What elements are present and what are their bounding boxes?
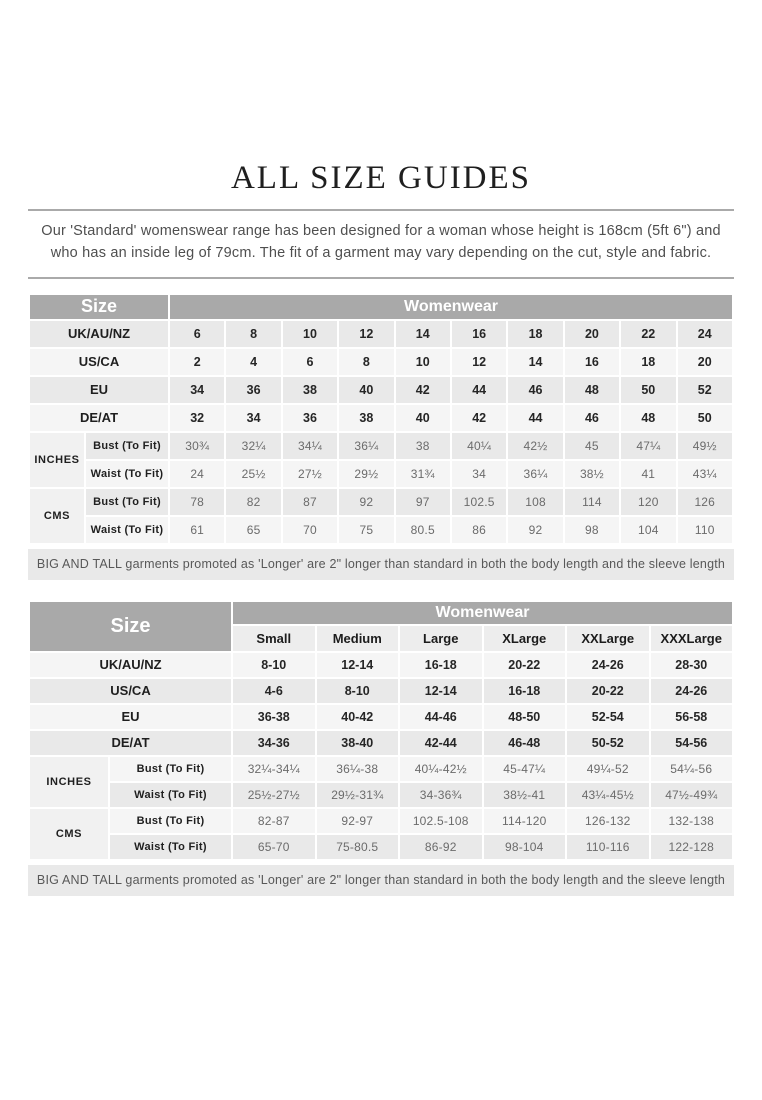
measure-cell: 114-120 — [483, 808, 567, 834]
size-cell: 16-18 — [483, 678, 567, 704]
size-cell: 42 — [451, 404, 507, 432]
size-cell: 48-50 — [483, 704, 567, 730]
size-cell: 16 — [564, 348, 620, 376]
row-label: US/CA — [29, 348, 169, 376]
size-cell: 2 — [169, 348, 225, 376]
table-row — [29, 730, 733, 756]
standard-size-table — [28, 293, 734, 545]
size-cell: 34-36 — [232, 730, 316, 756]
size-cell: 20 — [677, 348, 733, 376]
measure-cell: 122-128 — [650, 834, 734, 860]
measure-cell: 70 — [282, 516, 338, 544]
measure-cell: 110-116 — [566, 834, 650, 860]
measure-cell: 25½-27½ — [232, 782, 316, 808]
measure-cell: 29½ — [338, 460, 394, 488]
table-header-row — [29, 601, 733, 625]
measure-cell: 45-47¼ — [483, 756, 567, 782]
measure-cell: 34 — [451, 460, 507, 488]
table-row — [29, 652, 733, 678]
measure-cell: 110 — [677, 516, 733, 544]
size-cell: 38 — [282, 376, 338, 404]
measure-cell: 82 — [225, 488, 281, 516]
measure-cell: 86 — [451, 516, 507, 544]
row-label: UK/AU/NZ — [29, 652, 232, 678]
size-cell: 34 — [169, 376, 225, 404]
measure-cell: 27½ — [282, 460, 338, 488]
bust-label: Bust (To Fit) — [85, 488, 169, 516]
size-cell: 38 — [338, 404, 394, 432]
measure-cell: 82-87 — [232, 808, 316, 834]
big-and-tall-note: BIG AND TALL garments promoted as 'Longer' are 2" longer than standard in both the body length and the sleeve length — [28, 865, 734, 896]
table-header-row — [29, 294, 733, 320]
measure-cell: 102.5 — [451, 488, 507, 516]
size-cell: 50 — [620, 376, 676, 404]
col-header-small: Small — [232, 625, 316, 652]
table-row — [29, 808, 733, 834]
measure-cell: 36¼-38 — [316, 756, 400, 782]
size-cell: 28-30 — [650, 652, 734, 678]
size-cell: 8-10 — [232, 652, 316, 678]
size-cell: 54-56 — [650, 730, 734, 756]
size-cell: 44-46 — [399, 704, 483, 730]
table2-womenwear-header: Womenwear — [232, 601, 733, 625]
size-cell: 16 — [451, 320, 507, 348]
measure-cell: 120 — [620, 488, 676, 516]
bust-label: Bust (To Fit) — [109, 808, 232, 834]
col-header-medium: Medium — [316, 625, 400, 652]
size-cell: 48 — [620, 404, 676, 432]
measure-cell: 42½ — [507, 432, 563, 460]
measure-cell: 40¼ — [451, 432, 507, 460]
measure-cell: 38½-41 — [483, 782, 567, 808]
waist-label: Waist (To Fit) — [85, 460, 169, 488]
size-cell: 36 — [225, 376, 281, 404]
size-cell: 20-22 — [566, 678, 650, 704]
measure-cell: 102.5-108 — [399, 808, 483, 834]
measure-cell: 40¼-42½ — [399, 756, 483, 782]
table-row — [29, 404, 733, 432]
waist-label: Waist (To Fit) — [109, 834, 232, 860]
size-cell: 14 — [507, 348, 563, 376]
intro-text — [28, 211, 734, 275]
measure-cell: 43¼-45½ — [566, 782, 650, 808]
size-cell: 32 — [169, 404, 225, 432]
measure-cell: 126-132 — [566, 808, 650, 834]
measure-cell: 132-138 — [650, 808, 734, 834]
intro-line-1: Our 'Standard' womenswear range has been designed for a woman whose height is 168cm (5ft 6") and — [41, 223, 721, 239]
table-row — [29, 432, 733, 460]
row-label: DE/AT — [29, 404, 169, 432]
table-row — [29, 460, 733, 488]
measure-cell: 31¾ — [395, 460, 451, 488]
table2-size-header: Size — [29, 601, 232, 652]
col-header-xxxlarge: XXXLarge — [650, 625, 734, 652]
measure-cell: 30¾ — [169, 432, 225, 460]
size-cell: 40 — [395, 404, 451, 432]
measure-cell: 49¼-52 — [566, 756, 650, 782]
measure-cell: 98-104 — [483, 834, 567, 860]
size-cell: 12 — [451, 348, 507, 376]
size-cell: 14 — [395, 320, 451, 348]
size-cell: 4 — [225, 348, 281, 376]
measure-cell: 24 — [169, 460, 225, 488]
size-cell: 36-38 — [232, 704, 316, 730]
table-row — [29, 704, 733, 730]
waist-label: Waist (To Fit) — [109, 782, 232, 808]
measure-cell: 47½-49¾ — [650, 782, 734, 808]
measure-cell: 41 — [620, 460, 676, 488]
bust-label: Bust (To Fit) — [85, 432, 169, 460]
size-cell: 48 — [564, 376, 620, 404]
inches-group-label: INCHES — [29, 432, 85, 488]
row-label: UK/AU/NZ — [29, 320, 169, 348]
size-cell: 46 — [507, 376, 563, 404]
size-cell: 12-14 — [316, 652, 400, 678]
measure-cell: 86-92 — [399, 834, 483, 860]
size-cell: 8 — [225, 320, 281, 348]
col-header-large: Large — [399, 625, 483, 652]
divider-line — [28, 277, 734, 279]
size-cell: 52-54 — [566, 704, 650, 730]
measure-cell: 32¼ — [225, 432, 281, 460]
bust-label: Bust (To Fit) — [109, 756, 232, 782]
measure-cell: 38½ — [564, 460, 620, 488]
size-cell: 18 — [620, 348, 676, 376]
size-cell: 46 — [564, 404, 620, 432]
measure-cell: 54¼-56 — [650, 756, 734, 782]
table-row — [29, 782, 733, 808]
measure-cell: 61 — [169, 516, 225, 544]
measure-cell: 75 — [338, 516, 394, 544]
table-row — [29, 834, 733, 860]
intro-line-2: who has an inside leg of 79cm. The fit of a garment may vary depending on the cut, style and fabric. — [50, 245, 712, 262]
table-row — [29, 488, 733, 516]
size-cell: 34 — [225, 404, 281, 432]
size-cell: 38-40 — [316, 730, 400, 756]
size-cell: 42 — [395, 376, 451, 404]
table-row — [29, 376, 733, 404]
size-cell: 56-58 — [650, 704, 734, 730]
size-cell: 12-14 — [399, 678, 483, 704]
measure-cell: 92-97 — [316, 808, 400, 834]
row-label: US/CA — [29, 678, 232, 704]
big-and-tall-note: BIG AND TALL garments promoted as 'Longer' are 2" longer than standard in both the body length and the sleeve length — [28, 549, 734, 580]
size-cell: 4-6 — [232, 678, 316, 704]
measure-cell: 38 — [395, 432, 451, 460]
cms-group-label: CMS — [29, 488, 85, 544]
measure-cell: 32¼-34¼ — [232, 756, 316, 782]
size-cell: 12 — [338, 320, 394, 348]
measure-cell: 47¼ — [620, 432, 676, 460]
measure-cell: 87 — [282, 488, 338, 516]
alpha-size-table — [28, 600, 734, 861]
size-cell: 6 — [169, 320, 225, 348]
measure-cell: 65 — [225, 516, 281, 544]
measure-cell: 97 — [395, 488, 451, 516]
table-row — [29, 320, 733, 348]
size-cell: 10 — [395, 348, 451, 376]
measure-cell: 34¼ — [282, 432, 338, 460]
size-cell: 44 — [507, 404, 563, 432]
measure-cell: 25½ — [225, 460, 281, 488]
measure-cell: 29½-31¾ — [316, 782, 400, 808]
table-row — [29, 756, 733, 782]
measure-cell: 114 — [564, 488, 620, 516]
size-cell: 52 — [677, 376, 733, 404]
size-cell: 10 — [282, 320, 338, 348]
inches-group-label: INCHES — [29, 756, 109, 808]
size-cell: 18 — [507, 320, 563, 348]
col-header-xxlarge: XXLarge — [566, 625, 650, 652]
table-row — [29, 678, 733, 704]
size-cell: 20-22 — [483, 652, 567, 678]
measure-cell: 126 — [677, 488, 733, 516]
size-cell: 8-10 — [316, 678, 400, 704]
measure-cell: 43¼ — [677, 460, 733, 488]
size-cell: 24 — [677, 320, 733, 348]
measure-cell: 34-36¾ — [399, 782, 483, 808]
size-cell: 50-52 — [566, 730, 650, 756]
measure-cell: 104 — [620, 516, 676, 544]
size-cell: 50 — [677, 404, 733, 432]
size-cell: 42-44 — [399, 730, 483, 756]
measure-cell: 65-70 — [232, 834, 316, 860]
size-cell: 22 — [620, 320, 676, 348]
measure-cell: 92 — [338, 488, 394, 516]
size-cell: 36 — [282, 404, 338, 432]
size-cell: 40 — [338, 376, 394, 404]
cms-group-label: CMS — [29, 808, 109, 860]
table-row — [29, 348, 733, 376]
measure-cell: 49½ — [677, 432, 733, 460]
size-cell: 20 — [564, 320, 620, 348]
measure-cell: 80.5 — [395, 516, 451, 544]
page-title: ALL SIZE GUIDES — [230, 160, 532, 196]
measure-cell: 92 — [507, 516, 563, 544]
measure-cell: 75-80.5 — [316, 834, 400, 860]
size-cell: 46-48 — [483, 730, 567, 756]
size-cell: 16-18 — [399, 652, 483, 678]
size-cell: 40-42 — [316, 704, 400, 730]
size-cell: 24-26 — [650, 678, 734, 704]
size-cell: 6 — [282, 348, 338, 376]
table-row — [29, 516, 733, 544]
table1-size-header: Size — [29, 294, 169, 320]
measure-cell: 36¼ — [507, 460, 563, 488]
waist-label: Waist (To Fit) — [85, 516, 169, 544]
size-cell: 8 — [338, 348, 394, 376]
measure-cell: 45 — [564, 432, 620, 460]
row-label: DE/AT — [29, 730, 232, 756]
table1-womenwear-header: Womenwear — [169, 294, 733, 320]
measure-cell: 108 — [507, 488, 563, 516]
measure-cell: 78 — [169, 488, 225, 516]
col-header-xlarge: XLarge — [483, 625, 567, 652]
size-cell: 44 — [451, 376, 507, 404]
row-label: EU — [29, 376, 169, 404]
measure-cell: 98 — [564, 516, 620, 544]
measure-cell: 36¼ — [338, 432, 394, 460]
row-label: EU — [29, 704, 232, 730]
size-cell: 24-26 — [566, 652, 650, 678]
